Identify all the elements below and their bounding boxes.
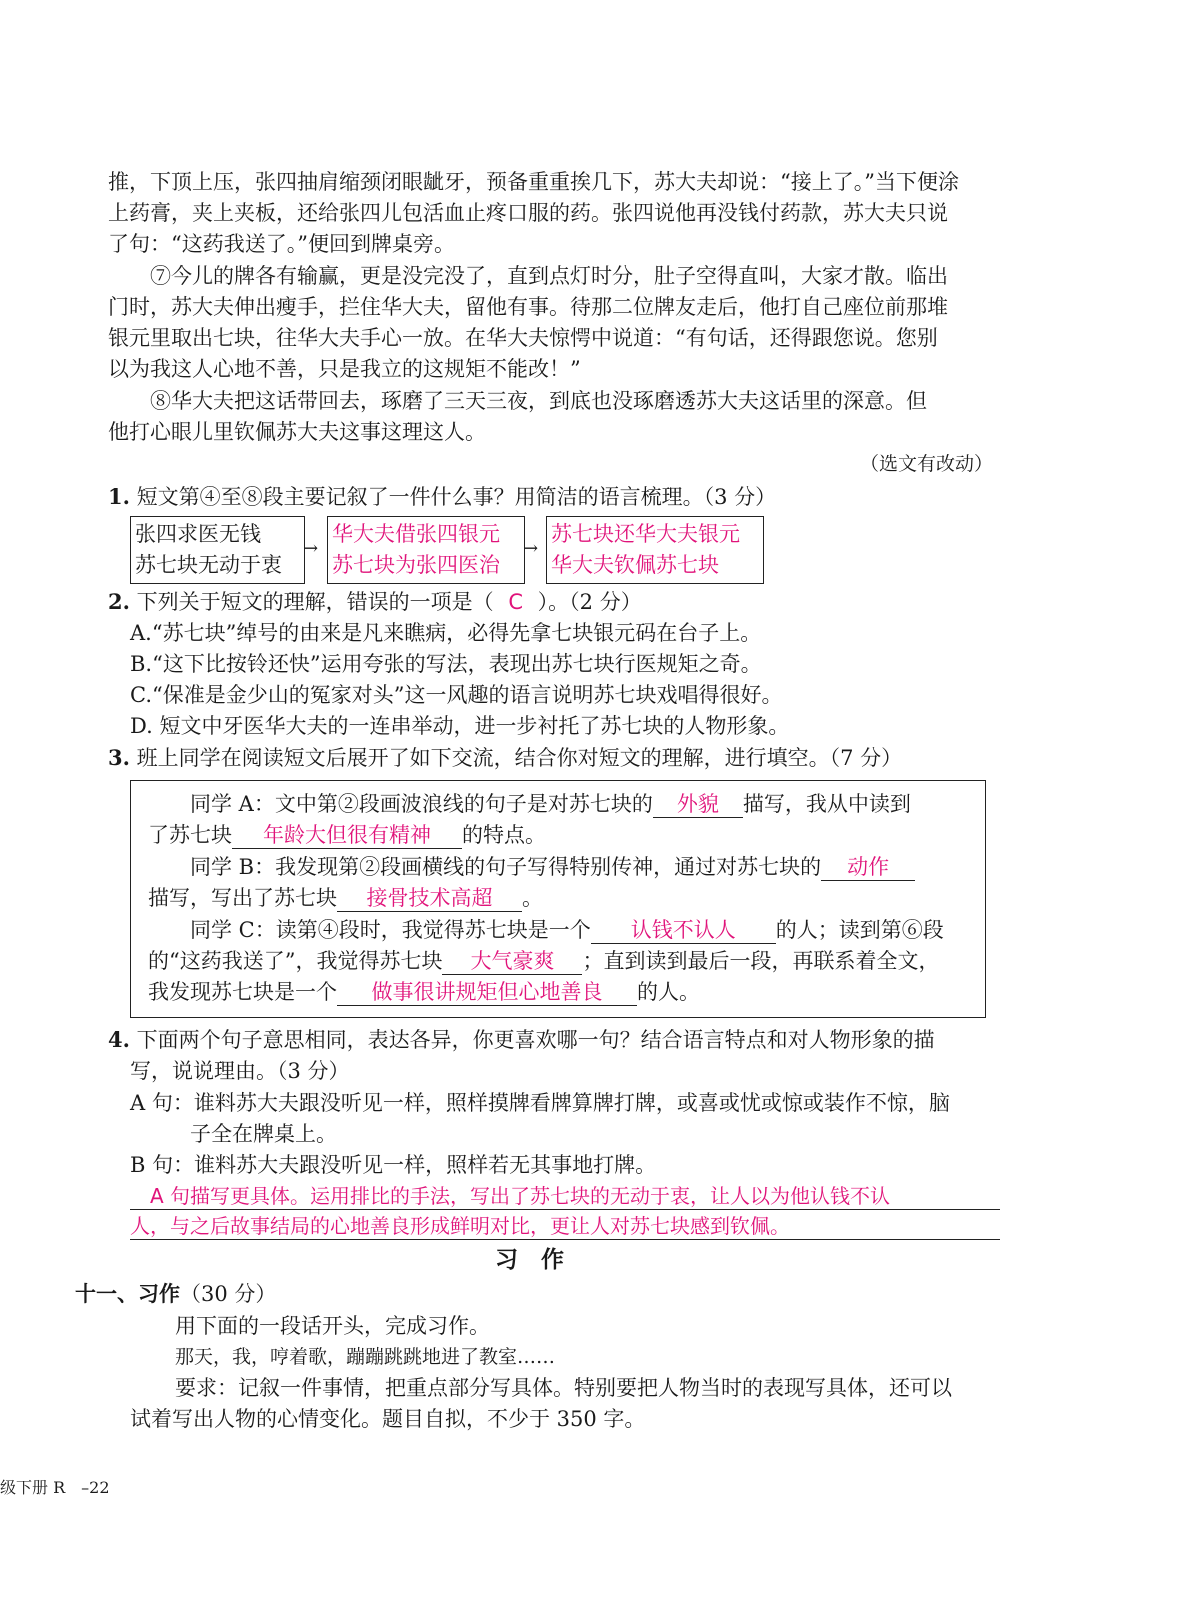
fill-answer: 认钱不认人 bbox=[591, 917, 776, 944]
fill-answer: 动作 bbox=[821, 854, 915, 881]
flow-box-line: 张四求医无钱 bbox=[135, 522, 261, 546]
section-heading: 习 作 bbox=[495, 1246, 564, 1273]
passage-line: 门时，苏大夫伸出瘦手，拦住华大夫，留他有事。待那二位牌友走后，他打自己座位前那堆 bbox=[108, 295, 948, 319]
question-number: 4. bbox=[108, 1027, 130, 1052]
question-text: 下面两个句子意思相同，表达各异，你更喜欢哪一句？结合语言特点和对人物形象的描 bbox=[136, 1028, 935, 1052]
discussion-text: 的人。 bbox=[637, 980, 700, 1004]
option-b: B.“这下比按铃还快”运用夸张的写法，表现出苏七块行医规矩之奇。 bbox=[130, 652, 762, 676]
question-3 bbox=[108, 744, 902, 772]
fill-answer: 大气豪爽 bbox=[442, 948, 582, 975]
question-2 bbox=[108, 588, 642, 616]
writing-section-title bbox=[75, 1280, 276, 1308]
discussion-text: 的人；读到第⑥段 bbox=[775, 918, 944, 942]
passage-line: 他打心眼儿里钦佩苏大夫这事这理这人。 bbox=[108, 420, 486, 444]
discussion-text: 我发现苏七块是一个 bbox=[148, 980, 337, 1004]
question-text: ）。（2 分） bbox=[537, 590, 642, 614]
discussion-text: 。 bbox=[522, 886, 543, 910]
flow-box-answer: 华大夫钦佩苏七块 bbox=[551, 553, 719, 577]
writing-line: 用下面的一段话开头，完成习作。 bbox=[175, 1314, 490, 1338]
answer-rule bbox=[130, 1239, 1000, 1240]
option-a: A.“苏七块”绰号的由来是凡来瞧病，必得先拿七块银元码在台子上。 bbox=[130, 621, 762, 645]
discussion-text: 描写，我从中读到 bbox=[742, 792, 911, 816]
section-label: 十一、习作 bbox=[75, 1281, 180, 1306]
passage-line: 了句：“这药我送了。”便回到牌桌旁。 bbox=[108, 232, 455, 256]
discussion-text: ；直到读到最后一段，再联系着全文， bbox=[582, 949, 940, 973]
discussion-line bbox=[148, 978, 700, 1006]
sentence-b: B 句：谁料苏大夫跟没听见一样，照样若无其事地打牌。 bbox=[130, 1153, 657, 1177]
question-text: 短文第④至⑧段主要记叙了一件什么事？用简洁的语言梳理。（3 分） bbox=[136, 485, 777, 509]
passage-line: 推，下顶上压，张四抽肩缩颈闭眼龇牙，预备重重挨几下，苏大夫却说：“接上了。”当下便涂 bbox=[108, 170, 959, 194]
discussion-line bbox=[190, 916, 944, 944]
writing-prompt: 那天，我，哼着歌，蹦蹦跳跳地进了教室…… bbox=[175, 1346, 556, 1368]
discussion-text: 同学 A：文中第②段画波浪线的句子是对苏七块的 bbox=[190, 792, 653, 816]
discussion-text: 了苏七块 bbox=[148, 823, 232, 847]
discussion-text: 描写，写出了苏七块 bbox=[148, 886, 337, 910]
discussion-text: 的特点。 bbox=[462, 823, 546, 847]
question-text: 下列关于短文的理解，错误的一项是（ bbox=[136, 590, 494, 614]
question-text: 写，说说理由。（3 分） bbox=[130, 1059, 350, 1083]
option-d: D. 短文中牙医华大夫的一连串举动，进一步衬托了苏七块的人物形象。 bbox=[130, 714, 790, 738]
arrow-icon: → bbox=[303, 538, 319, 559]
passage-line: 银元里取出七块，往华大夫手心一放。在华大夫惊愕中说道：“有句话，还得跟您说。您别 bbox=[108, 326, 938, 350]
flow-box-1 bbox=[130, 516, 305, 584]
sentence-a: 子全在牌桌上。 bbox=[190, 1122, 337, 1146]
answer-line: A 句描写更具体。运用排比的手法，写出了苏七块的无动于衷，让人以为他认钱不认 bbox=[150, 1184, 891, 1208]
discussion-line bbox=[190, 853, 915, 881]
flow-box-2 bbox=[327, 516, 525, 584]
option-c: C.“保准是金少山的冤家对头”这一风趣的语言说明苏七块戏唱得很好。 bbox=[130, 683, 783, 707]
discussion-line bbox=[190, 790, 911, 818]
choice-answer: C bbox=[508, 590, 523, 614]
question-number: 2. bbox=[108, 589, 130, 614]
passage-line: ⑦今儿的牌各有输赢，更是没完没了，直到点灯时分，肚子空得直叫，大家才散。临出 bbox=[150, 264, 948, 288]
fill-answer: 外貌 bbox=[653, 791, 743, 818]
discussion-line bbox=[148, 821, 546, 849]
flow-box-3 bbox=[546, 516, 764, 584]
question-number: 1. bbox=[108, 484, 130, 509]
passage-line: ⑧华大夫把这话带回去，琢磨了三天三夜，到底也没琢磨透苏大夫这话里的深意。但 bbox=[150, 389, 927, 413]
page-footer: 级下册 R –22 bbox=[0, 1478, 110, 1497]
discussion-line bbox=[148, 884, 543, 912]
discussion-text: 同学 C：读第④段时，我觉得苏七块是一个 bbox=[190, 918, 591, 942]
writing-line: 要求：记叙一件事情，把重点部分写具体。特别要把人物当时的表现写具体，还可以 bbox=[175, 1376, 952, 1400]
question-1 bbox=[108, 483, 776, 511]
fill-answer: 接骨技术高超 bbox=[337, 885, 522, 912]
question-text: 班上同学在阅读短文后展开了如下交流，结合你对短文的理解，进行填空。（7 分） bbox=[136, 746, 903, 770]
answer-line: 人，与之后故事结局的心地善良形成鲜明对比，更让人对苏七块感到钦佩。 bbox=[130, 1214, 790, 1238]
flow-box-line: 苏七块无动于衷 bbox=[135, 553, 282, 577]
passage-line: 上药膏，夹上夹板，还给张四儿包活血止疼口服的药。张四说他再没钱付药款，苏大夫只说 bbox=[108, 201, 948, 225]
fill-answer: 做事很讲规矩但心地善良 bbox=[337, 979, 637, 1006]
writing-line: 试着写出人物的心情变化。题目自拟，不少于 350 字。 bbox=[130, 1407, 646, 1431]
flow-box-answer: 苏七块为张四医治 bbox=[332, 553, 500, 577]
question-number: 3. bbox=[108, 745, 130, 770]
source-note: （选文有改动） bbox=[860, 453, 994, 475]
question-4 bbox=[108, 1026, 935, 1054]
answer-rule bbox=[130, 1209, 1000, 1210]
discussion-text: 的“这药我送了”，我觉得苏七块 bbox=[148, 949, 443, 973]
section-score: （30 分） bbox=[180, 1282, 277, 1306]
discussion-line bbox=[148, 947, 939, 975]
passage-line: 以为我这人心地不善，只是我立的这规矩不能改！” bbox=[108, 357, 581, 381]
discussion-text: 同学 B：我发现第②段画横线的句子写得特别传神，通过对苏七块的 bbox=[190, 855, 822, 879]
flow-box-answer: 苏七块还华大夫银元 bbox=[551, 522, 740, 546]
sentence-a: A 句：谁料苏大夫跟没听见一样，照样摸牌看牌算牌打牌，或喜或忧或惊或装作不惊，脑 bbox=[130, 1091, 950, 1115]
arrow-icon: → bbox=[523, 538, 539, 559]
flow-box-answer: 华大夫借张四银元 bbox=[332, 522, 500, 546]
fill-answer: 年龄大但很有精神 bbox=[232, 822, 462, 849]
